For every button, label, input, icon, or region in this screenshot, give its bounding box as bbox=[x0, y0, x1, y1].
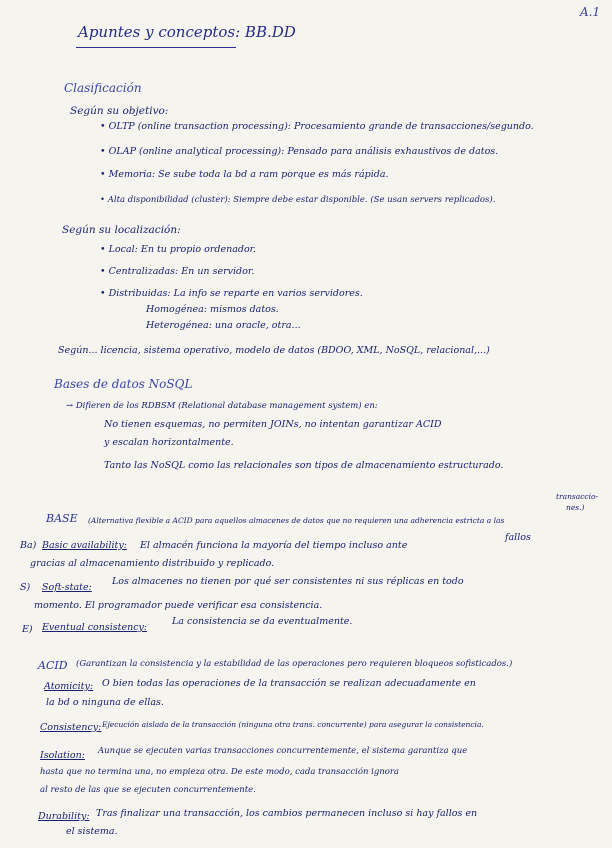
base-e-term: Eventual consistency: bbox=[42, 622, 148, 633]
acid-i-term: Isolation: bbox=[40, 750, 85, 761]
acid-label: ACID bbox=[38, 659, 68, 672]
nosql-line-3: y escalan horizontalmente. bbox=[104, 437, 234, 448]
acid-a-cont: la bd o ninguna de ellas. bbox=[46, 697, 164, 708]
item-oltp: • OLTP (online transaction processing): Procesamiento grande de transacciones/segundo. bbox=[100, 121, 534, 132]
base-intro-tail-1: transaccio- bbox=[556, 492, 599, 501]
item-homogenea: Homogénea: mismos datos. bbox=[146, 304, 279, 315]
page-number: A.1 bbox=[580, 5, 601, 19]
acid-a-term: Atomicity: bbox=[44, 681, 94, 692]
heading-segun-objetivo: Según su objetivo: bbox=[70, 105, 169, 117]
heading-nosql: Bases de datos NoSQL bbox=[54, 377, 193, 391]
nosql-line-1: → Difieren de los RDBSM (Relational database management system) en: bbox=[66, 401, 378, 411]
base-ba-term: Basic availability: bbox=[42, 540, 127, 551]
nosql-line-4: Tanto las NoSQL como las relacionales son tipos de almacenamiento estructurado. bbox=[104, 460, 504, 471]
base-s-text: Los almacenes no tienen por qué ser consistentes ni sus réplicas en todo bbox=[112, 576, 464, 587]
page-title: Apuntes y conceptos: BB.DD bbox=[78, 23, 296, 41]
base-ba-tail: fallos bbox=[505, 532, 531, 543]
heading-segun-localizacion: Según su localización: bbox=[62, 224, 181, 236]
acid-i-cont2: al resto de las que se ejecuten concurrentemente. bbox=[40, 785, 256, 795]
item-distribuidas: • Distribuidas: La info se reparte en varios servidores. bbox=[100, 288, 363, 299]
item-centralizadas: • Centralizadas: En un servidor. bbox=[100, 266, 255, 277]
base-intro: (Alternativa flexible a ACID para aquellos almacenes de datos que no requieren una adherencia estricta a las bbox=[88, 516, 505, 525]
base-e-letter: E) bbox=[22, 624, 33, 635]
base-s-cont: momento. El programador puede verificar esa consistencia. bbox=[34, 600, 323, 611]
acid-a-text: O bien todas las operaciones de la transacción se realizan adecuadamente en bbox=[102, 678, 476, 689]
acid-i-text: Aunque se ejecuten varias transacciones concurrentemente, el sistema garantiza que bbox=[98, 746, 468, 756]
base-ba-letter: Ba) bbox=[20, 540, 37, 551]
base-s-letter: S) bbox=[20, 582, 31, 593]
acid-i-cont1: hasta que no termina una, no empieza otra. De este modo, cada transacción ignora bbox=[40, 767, 400, 777]
base-e-text: La consistencia se da eventualmente. bbox=[172, 616, 353, 627]
acid-c-term: Consistency: bbox=[40, 722, 102, 733]
item-olap: • OLAP (online analytical processing): Pensado para análisis exhaustivos de datos. bbox=[100, 146, 499, 157]
item-heterogenea: Heterogénea: una oracle, otra... bbox=[146, 320, 301, 331]
base-ba-text: El almacén funciona la mayoría del tiempo incluso ante bbox=[140, 540, 408, 551]
item-memoria: • Memoria: Se sube toda la bd a ram porque es más rápida. bbox=[100, 169, 389, 180]
item-alta-disponibilidad: • Alta disponibilidad (cluster): Siempre debe estar disponible. (Se usan servers replicados). bbox=[100, 195, 496, 205]
acid-d-cont: el sistema. bbox=[66, 826, 118, 837]
heading-clasificacion: Clasificación bbox=[64, 81, 142, 95]
title-underline bbox=[76, 47, 236, 48]
acid-d-text: Tras finalizar una transacción, los cambios permanecen incluso si hay fallos en bbox=[96, 808, 478, 819]
base-label: BASE bbox=[46, 512, 78, 525]
acid-intro: (Garantizan la consistencia y la estabilidad de las operaciones pero requieren bloqueos sofisticados.) bbox=[76, 659, 513, 669]
item-local: • Local: En tu propio ordenador. bbox=[100, 244, 257, 255]
acid-d-term: Durability: bbox=[38, 811, 90, 822]
nosql-line-2: No tienen esquemas, no permiten JOINs, no intentan garantizar ACID bbox=[104, 419, 442, 430]
acid-c-text: Ejecución aislada de la transacción (ninguna otra trans. concurrente) para asegurar la consistencia. bbox=[102, 720, 484, 729]
base-ba-cont: gracias al almacenamiento distribuido y replicado. bbox=[30, 558, 275, 569]
base-intro-tail-2: nes.) bbox=[566, 503, 585, 512]
base-s-term: Soft-state: bbox=[42, 582, 92, 593]
item-segun-otros: Según... licencia, sistema operativo, modelo de datos (BDOO, XML, NoSQL, relacional,...) bbox=[58, 345, 490, 356]
